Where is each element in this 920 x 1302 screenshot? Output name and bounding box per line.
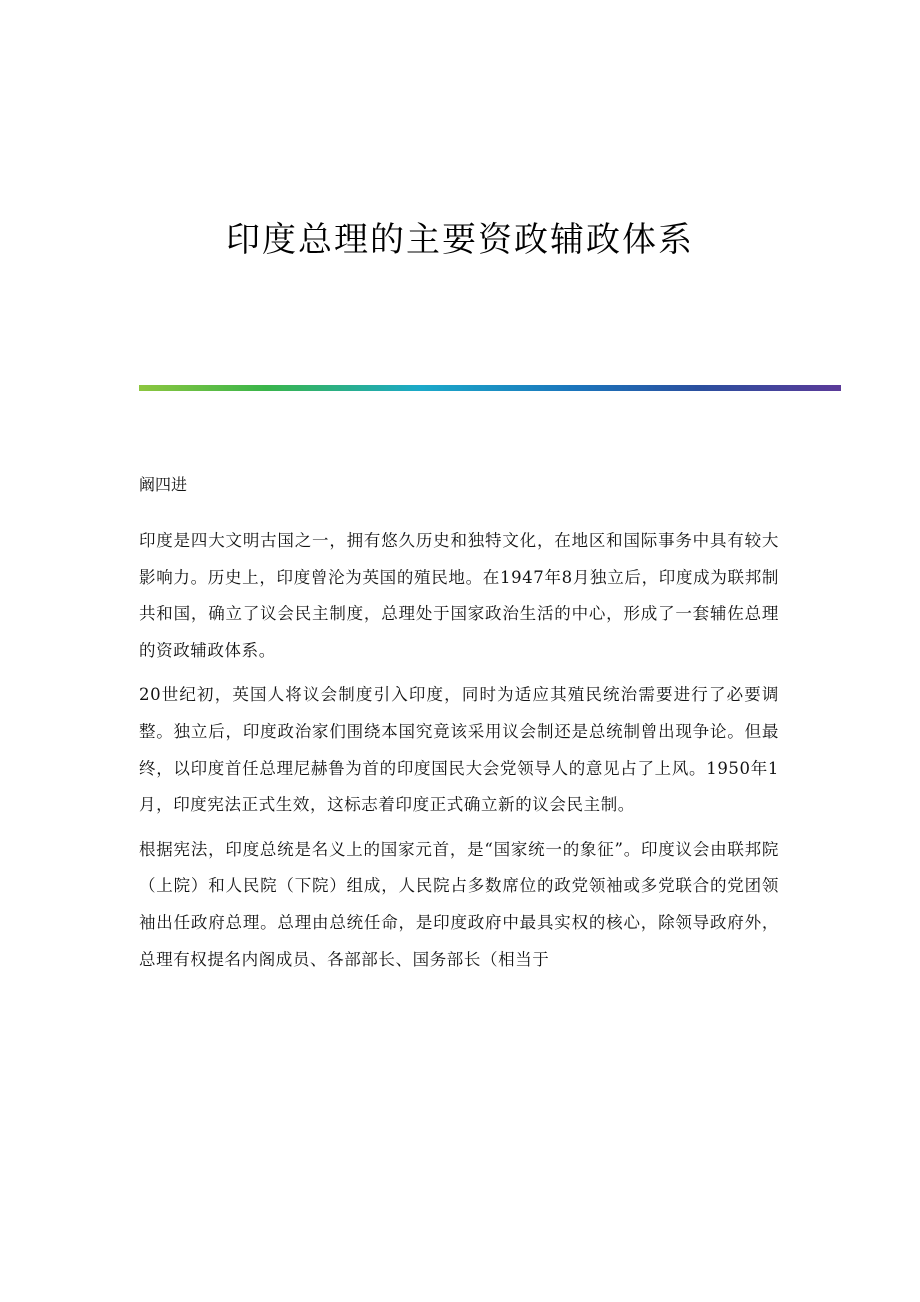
paragraph-3: 根据宪法，印度总统是名义上的国家元首，是“国家统一的象征”。印度议会由联邦院（上院）和人民院（下院）组成，人民院占多数席位的政党领袖或多党联合的党团领袖出任政府总理。总理由总统任命，是印度政府中最具实权的核心，除领导政府外，总理有权提名内阁成员、各部部长、国务部长（相当于 xyxy=(139,839,779,969)
document-title: 印度总理的主要资政辅政体系 xyxy=(226,220,694,260)
article-body xyxy=(139,523,779,986)
author-name: 阚四进 xyxy=(139,475,188,494)
paragraph-2: 20世纪初，英国人将议会制度引入印度，同时为适应其殖民统治需要进行了必要调整。独立后，印度政治家们围绕本国究竟该采用议会制还是总统制曾出现争论。但最终，以印度首任总理尼赫鲁为首的印度国民大会党领导人的意见占了上风。1950年1月，印度宪法正式生效，这标志着印度正式确立新的议会民主制。 xyxy=(139,685,779,815)
gradient-divider xyxy=(139,385,841,391)
paragraph-1: 印度是四大文明古国之一，拥有悠久历史和独特文化，在地区和国际事务中具有较大影响力。历史上，印度曾沦为英国的殖民地。在1947年8月独立后，印度成为联邦制共和国，确立了议会民主制度，总理处于国家政治生活的中心，形成了一套辅佐总理的资政辅政体系。 xyxy=(139,531,779,660)
